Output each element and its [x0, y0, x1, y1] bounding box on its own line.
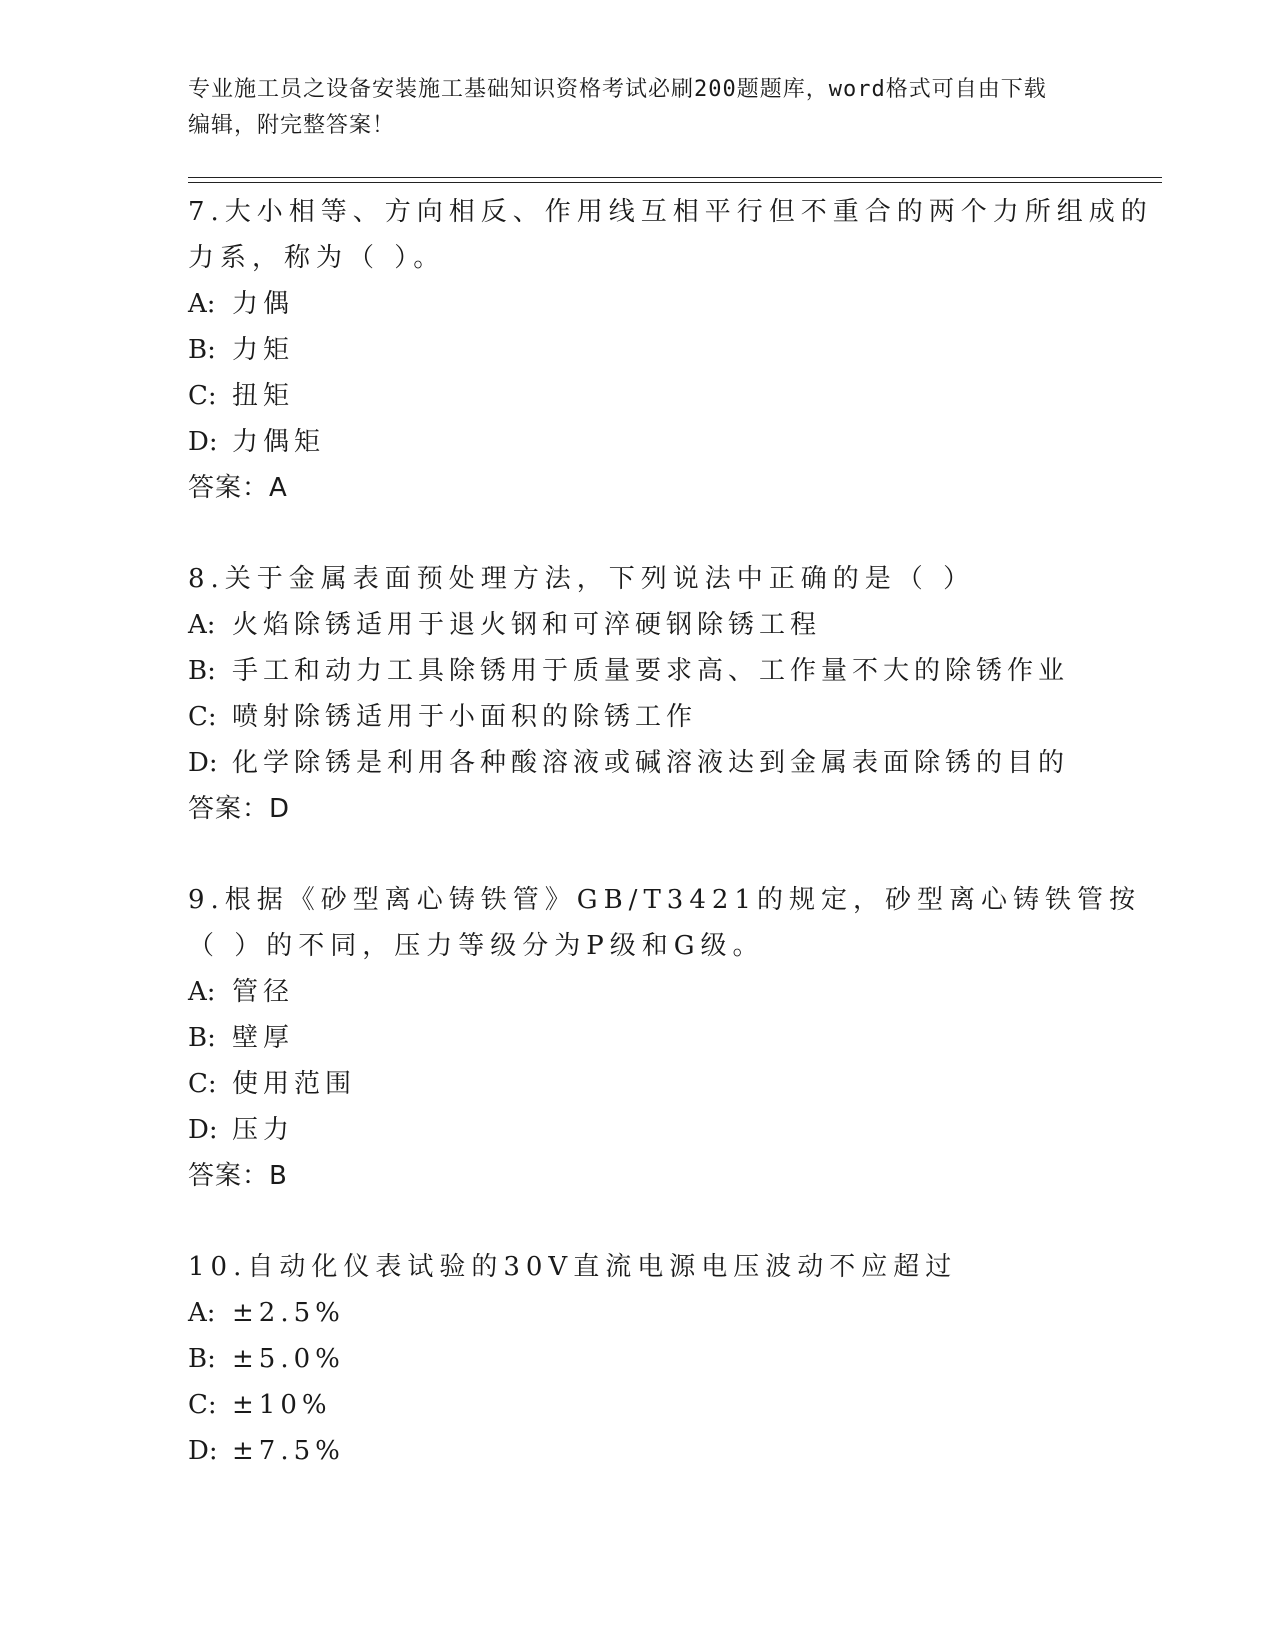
- option-text: 管径: [232, 977, 295, 1007]
- option-key: B:: [188, 1023, 216, 1053]
- answer-line: 答案：B: [188, 1161, 288, 1191]
- answer-line: 答案：D: [188, 794, 291, 824]
- option-text: ±2.5%: [232, 1298, 345, 1328]
- option-key: A:: [188, 289, 216, 319]
- option-c: [188, 373, 1168, 419]
- question-10: [188, 1244, 1168, 1474]
- option-key: C:: [188, 1069, 217, 1099]
- option-c: [188, 1061, 1168, 1107]
- option-key: A:: [188, 977, 216, 1007]
- question-list: [188, 189, 1168, 1519]
- question-text: 9.根据《砂型离心铸铁管》GB/T3421的规定，砂型离心铸铁管按（ ）的不同，压力等级分为P级和G级。: [188, 885, 1141, 961]
- option-key: D:: [188, 1115, 218, 1145]
- option-text: ±7.5%: [232, 1436, 345, 1466]
- option-b: [188, 327, 1168, 373]
- option-d: [188, 740, 1168, 786]
- question-8: [188, 556, 1168, 832]
- question-text: 8.关于金属表面预处理方法，下列说法中正确的是（ ）: [188, 564, 976, 594]
- option-text: 喷射除锈适用于小面积的除锈工作: [232, 702, 698, 732]
- option-b: [188, 648, 1168, 694]
- option-d: [188, 419, 1168, 465]
- option-text: 力偶矩: [232, 427, 326, 457]
- option-key: D:: [188, 1436, 218, 1466]
- document-header: [188, 72, 1068, 144]
- option-text: 力偶: [232, 289, 295, 319]
- answer-line: 答案：A: [188, 473, 288, 503]
- option-key: A:: [188, 610, 216, 640]
- option-text: 力矩: [232, 335, 295, 365]
- option-text: 火焰除锈适用于退火钢和可淬硬钢除锈工程: [232, 610, 822, 640]
- option-c: [188, 694, 1168, 740]
- option-text: 化学除锈是利用各种酸溶液或碱溶液达到金属表面除锈的目的: [232, 748, 1070, 778]
- question-7: [188, 189, 1168, 511]
- document-title: 专业施工员之设备安装施工基础知识资格考试必刷200题题库，word格式可自由下载编辑，附完整答案！: [188, 77, 1047, 138]
- option-key: B:: [188, 335, 216, 365]
- option-a: [188, 1290, 1168, 1336]
- option-key: B:: [188, 656, 216, 686]
- option-text: 压力: [232, 1115, 295, 1145]
- option-text: ±5.0%: [232, 1344, 345, 1374]
- option-d: [188, 1107, 1168, 1153]
- option-key: D:: [188, 427, 218, 457]
- option-b: [188, 1015, 1168, 1061]
- option-a: [188, 602, 1168, 648]
- option-key: B:: [188, 1344, 216, 1374]
- option-key: D:: [188, 748, 218, 778]
- question-text: 7.大小相等、方向相反、作用线互相平行但不重合的两个力所组成的力系，称为（ ）。: [188, 197, 1153, 273]
- option-text: 壁厚: [232, 1023, 295, 1053]
- option-key: A:: [188, 1298, 216, 1328]
- question-text: 10.自动化仪表试验的30V直流电源电压波动不应超过: [188, 1252, 958, 1282]
- option-a: [188, 281, 1168, 327]
- question-9: [188, 877, 1168, 1199]
- option-text: 手工和动力工具除锈用于质量要求高、工作量不大的除锈作业: [232, 656, 1070, 686]
- option-b: [188, 1336, 1168, 1382]
- option-key: C:: [188, 1390, 217, 1420]
- option-text: ±10%: [232, 1390, 332, 1420]
- option-text: 扭矩: [232, 381, 295, 411]
- header-divider-top: [188, 177, 1162, 178]
- option-a: [188, 969, 1168, 1015]
- option-text: 使用范围: [232, 1069, 357, 1099]
- header-divider-bottom: [188, 182, 1162, 183]
- option-key: C:: [188, 702, 217, 732]
- option-d: [188, 1428, 1168, 1474]
- option-key: C:: [188, 381, 217, 411]
- option-c: [188, 1382, 1168, 1428]
